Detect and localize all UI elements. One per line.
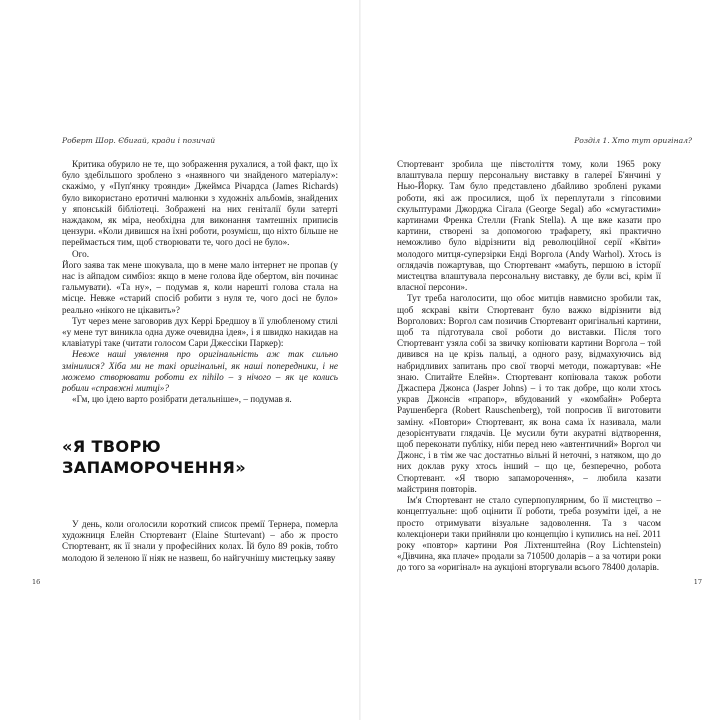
paragraph: «Гм, цю ідею варто розібрати детальніше», – подумав я. [72, 394, 292, 405]
paragraph: Критика обурило не те, що зображення рухалися, а той факт, що їх було здебільшого зроблено з «наявного чи знайденого матеріалу»: скажімо, у «Пуп'янку троянди» Джеймса Річардса (James Richards) було використано еротичні малюнки з художніх альбомів, знайдених у японській бібліотеці. Зображені на них геніталії були затерті наждаком, як міра, необхідна для виконання тамтешніх приписів цензури. «Коли дивишся на їхні роботи, розумієш, що ніхто більше не переймається тим, щоб створювати те, чого досі не було». [62, 159, 338, 248]
paragraph: У день, коли оголосили короткий список премії Тернера, померла художниця Елейн Стюртевант (Elaine Sturtevant) – або ж просто Стюртевант, як її знали у професійних колах. Їй було 89 років, тобто молодою й зеленою її ніяк не назвеш, бо найгучнішу мистецьку заяву [62, 519, 338, 563]
running-head-left: Роберт Шор. Єбигай, кради і позичай [62, 136, 216, 145]
section-heading [62, 436, 322, 478]
quoted-paragraph: Невже наші уявлення про оригінальність аж так сильно змінилися? Хіба ми не такі оригінальні, як наші попередники, і не можемо створювати роботи ex nihilo – з нічого – як це колись робили «справжні митці»? [62, 349, 338, 394]
paragraph: Ім'я Стюртевант не стало суперпопулярним, бо її мистецтво – концептуальне: щоб оцінити її роботи, треба розуміти ідеї, а не просто отримувати візуальне задоволення. Та з часом колекціонери таки прийняли цю концепцію і купились на неї. 2011 року «повтор» картини Роя Ліхтенштейна (Roy Lichtenstein) «Дівчина, яка плаче» продали за 710500 доларів – а за чотири роки до того за «оригінал» на аукціоні вторгували всього 78400 доларів. [397, 495, 661, 573]
right-page [361, 0, 720, 720]
left-page-body-lower [62, 519, 338, 564]
section-heading-line: ЗАПАМОРОЧЕННЯ» [62, 458, 246, 477]
running-head-right: Розділ 1. Хто тут оригінал? [574, 136, 692, 145]
left-page-body [62, 159, 338, 405]
paragraph: Його заява так мене шокувала, що в мене мало інтернет не пропав (у нас із айпадом симбіоз: якщо в мене голова йде обертом, він починає гальмувати). «Та ну», – подумав я, коли нарешті голова стала на місце. Невже «старий спосіб робити з нуля те, чого досі не було» реально «нікого не цікавить»? [62, 259, 338, 315]
right-page-body [397, 159, 661, 574]
paragraph: Стюртевант зробила ще півстоліття тому, коли 1965 року влаштувала першу персональну виставку в галереї Б'янчині у Нью-Йорку. Там було представлено дбайливо зроблені руками роботи, які аж просилися, щоб їх переплутали з гіпсовими скульптурами Джорджа Сігала (George Segal) або «смугастими» картинами Френка Стелли (Frank Stella). А ще вже казати про картини, створені за допомогою трафарету, які практично неможливо було відрізнити від революційної серії «Квіти» молодого митця-суперзірки Енді Воргола (Andy Warhol). Хтось із оглядачів пожартував, що Стюртевант «мабуть, першою в історії мистецтва влаштувала персональну виставку, де були всі, крім її власної персони». [397, 159, 661, 293]
page-number-left: 16 [32, 578, 41, 586]
page-number-right: 17 [693, 578, 702, 586]
paragraph: Тут треба наголосити, що обоє митців навмисно зробили так, щоб яскраві квіти Стюртевант було важко відрізнити від Ворголових: Воргол сам позичив Стюртевант оригінальні картини, щоб та підготувала свої роботи до виставки. Після того Стюртевант узяла собі за звичку копіювати картини Воргола – той дивився на це крізь пальці, а одного разу, відмахуючись від набридливих запитань про свої творчі методи, пожартував: «Не знаю. Спитайте Елейн». Стюртевант копіювала також роботи Джаспера Джонса (Jasper Johns) – і то так добре, що коли хтось украв Джонсів «прапор», вбудований у «комбайн» Роберта Раушенберга (Robert Rauschenberg), той попросив її виготовити заміну. «Повтори» Стюртевант, як вона сама їх називала, мали дезорієнтувати глядачів. Це мусили бути акуратні відтворення, щоб переконати публіку, ніби перед нею «автентичний» Воргол чи Джонс, і в тім же час достатньо вільні й неточні, з натяком, що до них доклав руку хтось інший – що це, безперечно, робота Стюртевант. «Я творю запаморочення», – любила казати майстриня повторів. [397, 293, 661, 494]
section-heading-line: «Я ТВОРЮ [62, 437, 161, 456]
paragraph: Ого. [72, 248, 90, 259]
left-page [0, 0, 359, 720]
paragraph: Тут через мене заговорив дух Керрі Бредшоу в її улюбленому стилі «у мене тут виникла одна дуже очевидна ідея», і я швидко накидав на клавіатурі таке (читати голосом Сари Джессіки Паркер): [62, 315, 338, 349]
